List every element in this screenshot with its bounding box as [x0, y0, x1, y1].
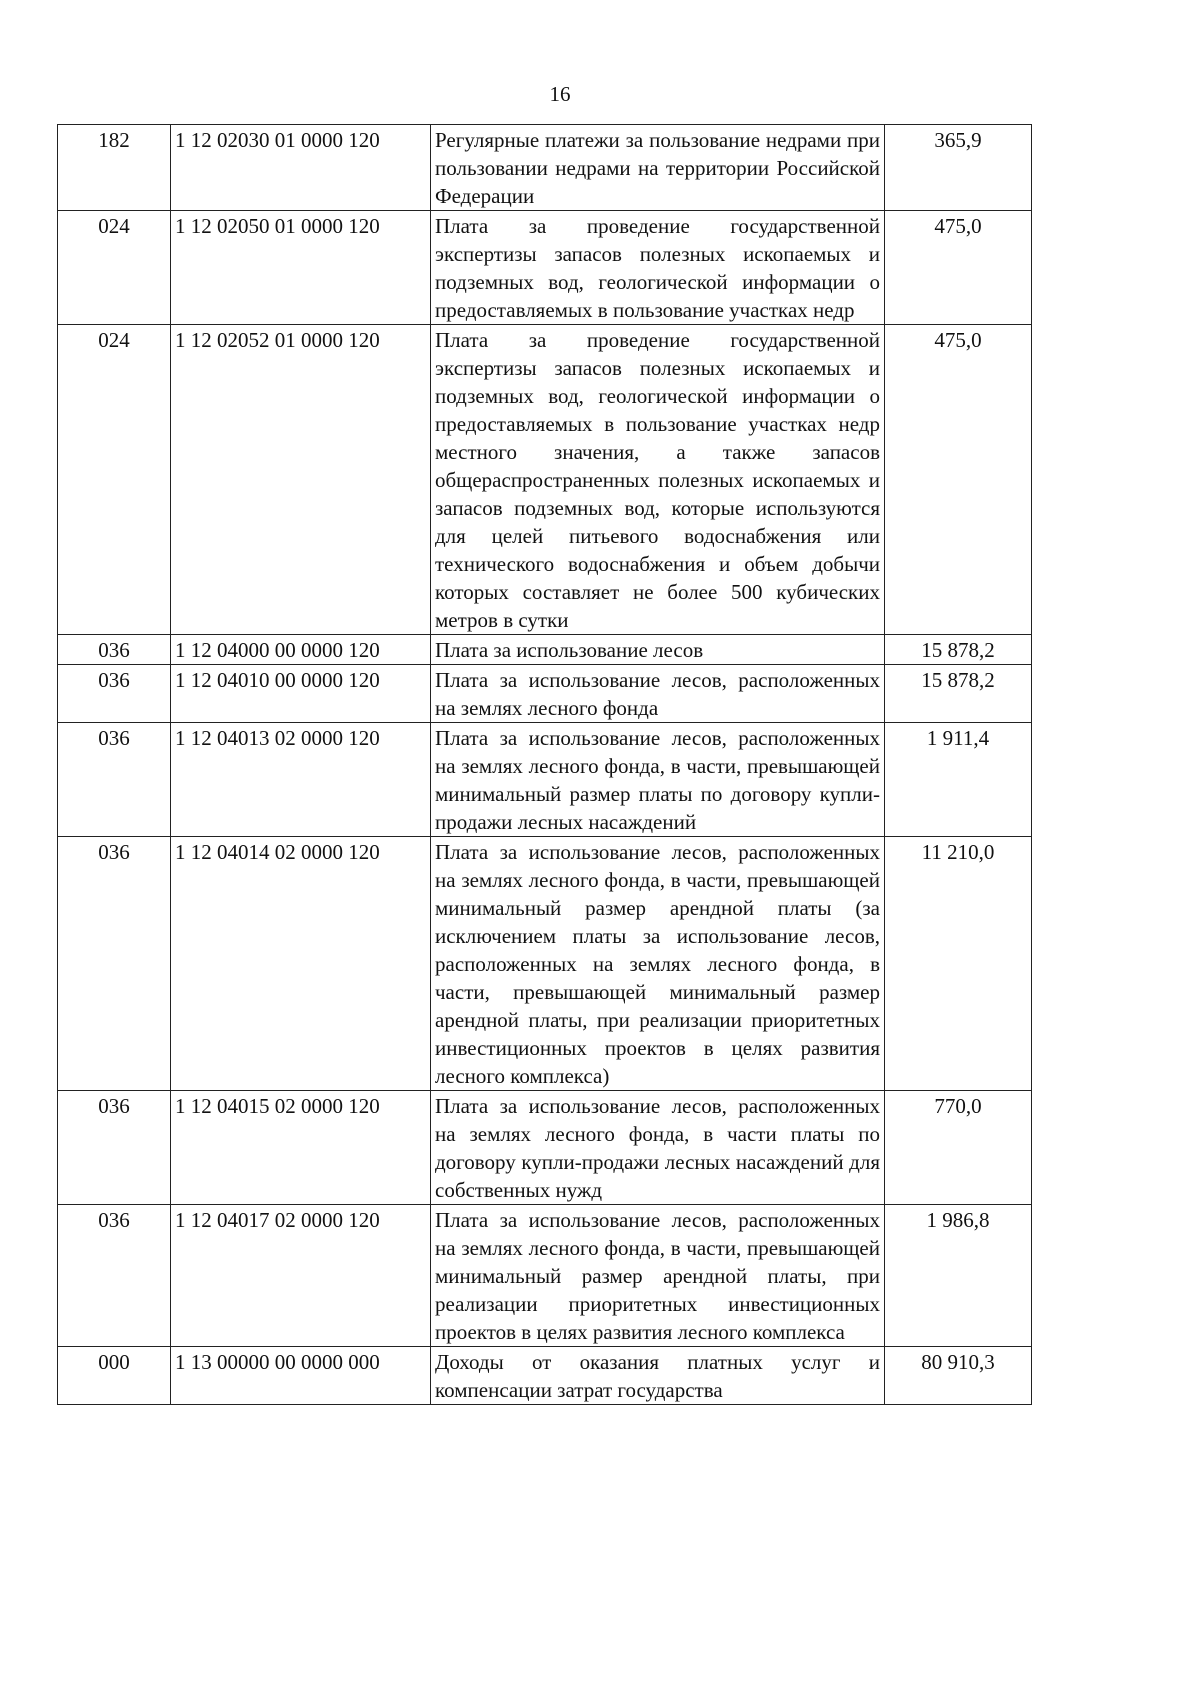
admin-code-cell: 036: [58, 1091, 171, 1205]
revenue-name-cell: Плата за использование лесов: [431, 635, 885, 665]
amount-cell: 15 878,2: [885, 635, 1032, 665]
admin-code-cell: 036: [58, 837, 171, 1091]
revenue-name-cell: Плата за использование лесов, расположенных на землях лесного фонда, в части, превышающей минимальный размер арендной платы, при реализации приоритетных инвестиционных проектов в целях развития лесного комплекса: [431, 1205, 885, 1347]
revenue-name-cell: Регулярные платежи за пользование недрами при пользовании недрами на территории Российской Федерации: [431, 125, 885, 211]
admin-code-cell: 024: [58, 211, 171, 325]
budget-code-cell: 1 12 02030 01 0000 120: [171, 125, 431, 211]
page-number: 16: [549, 82, 571, 106]
revenue-name-cell: Плата за проведение государственной экспертизы запасов полезных ископаемых и подземных вод, геологической информации о предоставляемых в пользование участках недр: [431, 211, 885, 325]
table-row: [58, 665, 1032, 723]
amount-cell: 365,9: [885, 125, 1032, 211]
table-row: [58, 1205, 1032, 1347]
budget-code-cell: 1 12 04015 02 0000 120: [171, 1091, 431, 1205]
budget-code-cell: 1 12 04017 02 0000 120: [171, 1205, 431, 1347]
amount-cell: 1 986,8: [885, 1205, 1032, 1347]
amount-cell: 770,0: [885, 1091, 1032, 1205]
table-row: [58, 1091, 1032, 1205]
admin-code-cell: 024: [58, 325, 171, 635]
amount-cell: 15 878,2: [885, 665, 1032, 723]
admin-code-cell: 000: [58, 1347, 171, 1405]
admin-code-cell: 036: [58, 665, 171, 723]
revenue-name-cell: Плата за использование лесов, расположенных на землях лесного фонда, в части, превышающей минимальный размер платы по договору купли-продажи лесных насаждений: [431, 723, 885, 837]
table-row: [58, 723, 1032, 837]
table-row: [58, 325, 1032, 635]
admin-code-cell: 036: [58, 635, 171, 665]
budget-code-cell: 1 12 02050 01 0000 120: [171, 211, 431, 325]
revenue-name-cell: Плата за использование лесов, расположенных на землях лесного фонда, в части платы по договору купли-продажи лесных насаждений для собственных нужд: [431, 1091, 885, 1205]
budget-code-cell: 1 12 02052 01 0000 120: [171, 325, 431, 635]
table-row: [58, 635, 1032, 665]
budget-code-cell: 1 12 04010 00 0000 120: [171, 665, 431, 723]
amount-cell: 475,0: [885, 325, 1032, 635]
budget-code-cell: 1 12 04013 02 0000 120: [171, 723, 431, 837]
table-row: [58, 125, 1032, 211]
budget-code-cell: 1 12 04000 00 0000 120: [171, 635, 431, 665]
admin-code-cell: 182: [58, 125, 171, 211]
budget-code-cell: 1 13 00000 00 0000 000: [171, 1347, 431, 1405]
table-row: [58, 1347, 1032, 1405]
admin-code-cell: 036: [58, 723, 171, 837]
revenue-table: [57, 124, 1032, 1405]
table-row: [58, 837, 1032, 1091]
amount-cell: 475,0: [885, 211, 1032, 325]
revenue-name-cell: Плата за использование лесов, расположенных на землях лесного фонда, в части, превышающей минимальный размер арендной платы (за исключением платы за использование лесов, расположенных на землях лесного фонда, в части, превышающей минимальный размер арендной платы, при реализации приоритетных инвестиционных проектов в целях развития лесного комплекса): [431, 837, 885, 1091]
admin-code-cell: 036: [58, 1205, 171, 1347]
revenue-name-cell: Плата за проведение государственной экспертизы запасов полезных ископаемых и подземных вод, геологической информации о предоставляемых в пользование участках недр местного значения, а также запасов общераспространенных полезных ископаемых и запасов подземных вод, которые используются для целей питьевого водоснабжения или технического водоснабжения и объем добычи которых составляет не более 500 кубических метров в сутки: [431, 325, 885, 635]
table-row: [58, 211, 1032, 325]
amount-cell: 1 911,4: [885, 723, 1032, 837]
budget-code-cell: 1 12 04014 02 0000 120: [171, 837, 431, 1091]
revenue-name-cell: Плата за использование лесов, расположенных на землях лесного фонда: [431, 665, 885, 723]
amount-cell: 11 210,0: [885, 837, 1032, 1091]
amount-cell: 80 910,3: [885, 1347, 1032, 1405]
revenue-name-cell: Доходы от оказания платных услуг и компенсации затрат государства: [431, 1347, 885, 1405]
